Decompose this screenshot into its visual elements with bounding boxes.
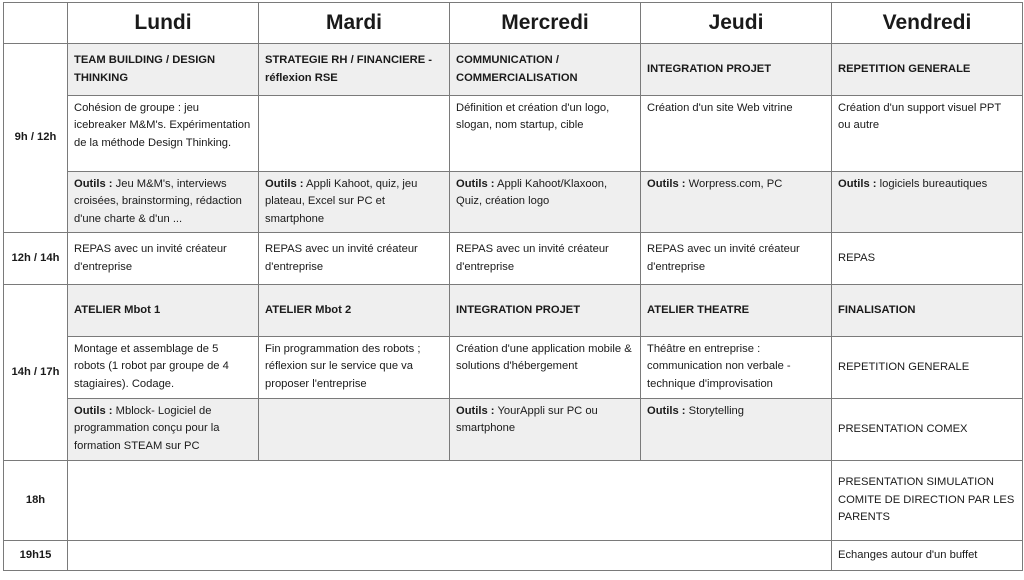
morning-detail-friday: Création d'un support visuel PPT ou autre bbox=[832, 96, 1023, 172]
morning-tools-row bbox=[4, 172, 1023, 233]
afternoon-detail-wednesday: Création d'une application mobile & solutions d'hébergement bbox=[450, 337, 641, 399]
afternoon-title-monday: ATELIER Mbot 1 bbox=[68, 285, 259, 337]
time-night: 19h15 bbox=[4, 541, 68, 571]
tools-label: Outils : bbox=[265, 178, 304, 190]
afternoon-detail-row bbox=[4, 337, 1023, 399]
schedule-wrapper bbox=[3, 2, 1023, 571]
afternoon-tools-thursday bbox=[641, 399, 832, 461]
afternoon-detail-thursday: Théâtre en entreprise : communication non verbale - technique d'improvisation bbox=[641, 337, 832, 399]
tools-text: Appli Kahoot, quiz, jeu plateau, Excel sur PC et smartphone bbox=[265, 178, 418, 225]
lunch-tuesday: REPAS avec un invité créateur d'entreprise bbox=[259, 233, 450, 285]
tools-text: logiciels bureautiques bbox=[876, 178, 988, 190]
tools-label: Outils : bbox=[647, 178, 686, 190]
afternoon-tools-wednesday bbox=[450, 399, 641, 461]
morning-tools-tuesday bbox=[259, 172, 450, 233]
lunch-monday: REPAS avec un invité créateur d'entreprise bbox=[68, 233, 259, 285]
afternoon-detail-tuesday: Fin programmation des robots ; réflexion sur le service que va proposer l'entreprise bbox=[259, 337, 450, 399]
day-header-monday: Lundi bbox=[68, 3, 259, 44]
morning-detail-row bbox=[4, 96, 1023, 172]
tools-label: Outils : bbox=[838, 178, 877, 190]
corner-cell bbox=[4, 3, 68, 44]
afternoon-title-tuesday: ATELIER Mbot 2 bbox=[259, 285, 450, 337]
afternoon-detail-monday: Montage et assemblage de 5 robots (1 robot par groupe de 4 stagiaires). Codage. bbox=[68, 337, 259, 399]
morning-detail-tuesday bbox=[259, 96, 450, 172]
afternoon-tools-tuesday bbox=[259, 399, 450, 461]
day-header-friday: Vendredi bbox=[832, 3, 1023, 44]
tools-text: Worpress.com, PC bbox=[685, 178, 783, 190]
morning-tools-monday bbox=[68, 172, 259, 233]
afternoon-tools-friday: PRESENTATION COMEX bbox=[832, 399, 1023, 461]
tools-label: Outils : bbox=[74, 405, 113, 417]
header-row bbox=[4, 3, 1023, 44]
lunch-friday: REPAS bbox=[832, 233, 1023, 285]
evening-row bbox=[4, 461, 1023, 541]
day-header-tuesday: Mardi bbox=[259, 3, 450, 44]
afternoon-detail-friday: REPETITION GENERALE bbox=[832, 337, 1023, 399]
afternoon-title-thursday: ATELIER THEATRE bbox=[641, 285, 832, 337]
evening-friday: PRESENTATION SIMULATION COMITE DE DIRECTION PAR LES PARENTS bbox=[832, 461, 1023, 541]
lunch-thursday: REPAS avec un invité créateur d'entreprise bbox=[641, 233, 832, 285]
morning-tools-wednesday bbox=[450, 172, 641, 233]
lunch-row bbox=[4, 233, 1023, 285]
tools-label: Outils : bbox=[647, 405, 686, 417]
morning-title-row bbox=[4, 44, 1023, 96]
time-lunch: 12h / 14h bbox=[4, 233, 68, 285]
tools-label: Outils : bbox=[456, 178, 495, 190]
tools-text: Appli Kahoot/Klaxoon, Quiz, création logo bbox=[456, 178, 608, 208]
tools-label: Outils : bbox=[74, 178, 113, 190]
afternoon-title-row bbox=[4, 285, 1023, 337]
afternoon-title-friday: FINALISATION bbox=[832, 285, 1023, 337]
lunch-wednesday: REPAS avec un invité créateur d'entreprise bbox=[450, 233, 641, 285]
afternoon-tools-monday bbox=[68, 399, 259, 461]
tools-label: Outils : bbox=[456, 405, 495, 417]
morning-title-wednesday: COMMUNICATION / COMMERCIALISATION bbox=[450, 44, 641, 96]
time-afternoon: 14h / 17h bbox=[4, 285, 68, 461]
morning-tools-thursday bbox=[641, 172, 832, 233]
morning-title-tuesday: STRATEGIE RH / FINANCIERE - réflexion RSE bbox=[259, 44, 450, 96]
day-header-thursday: Jeudi bbox=[641, 3, 832, 44]
evening-empty-span bbox=[68, 461, 832, 541]
tools-text: YourAppli sur PC ou smartphone bbox=[456, 405, 598, 435]
night-friday: Echanges autour d'un buffet bbox=[832, 541, 1023, 571]
morning-detail-monday: Cohésion de groupe : jeu icebreaker M&M's. Expérimentation de la méthode Design Thinking. bbox=[68, 96, 259, 172]
afternoon-title-wednesday: INTEGRATION PROJET bbox=[450, 285, 641, 337]
tools-text: Jeu M&M's, interviews croisées, brainstorming, rédaction d'une charte & d'un ... bbox=[74, 178, 242, 225]
day-header-wednesday: Mercredi bbox=[450, 3, 641, 44]
morning-title-monday: TEAM BUILDING / DESIGN THINKING bbox=[68, 44, 259, 96]
night-row bbox=[4, 541, 1023, 571]
afternoon-tools-row bbox=[4, 399, 1023, 461]
time-morning: 9h / 12h bbox=[4, 44, 68, 233]
schedule-table bbox=[3, 2, 1023, 571]
morning-detail-wednesday: Définition et création d'un logo, slogan, nom startup, cible bbox=[450, 96, 641, 172]
time-evening: 18h bbox=[4, 461, 68, 541]
morning-detail-thursday: Création d'un site Web vitrine bbox=[641, 96, 832, 172]
tools-text: Mblock- Logiciel de programmation conçu pour la formation STEAM sur PC bbox=[74, 405, 220, 452]
tools-text: Storytelling bbox=[685, 405, 744, 417]
morning-title-friday: REPETITION GENERALE bbox=[832, 44, 1023, 96]
morning-title-thursday: INTEGRATION PROJET bbox=[641, 44, 832, 96]
morning-tools-friday bbox=[832, 172, 1023, 233]
night-empty-span bbox=[68, 541, 832, 571]
